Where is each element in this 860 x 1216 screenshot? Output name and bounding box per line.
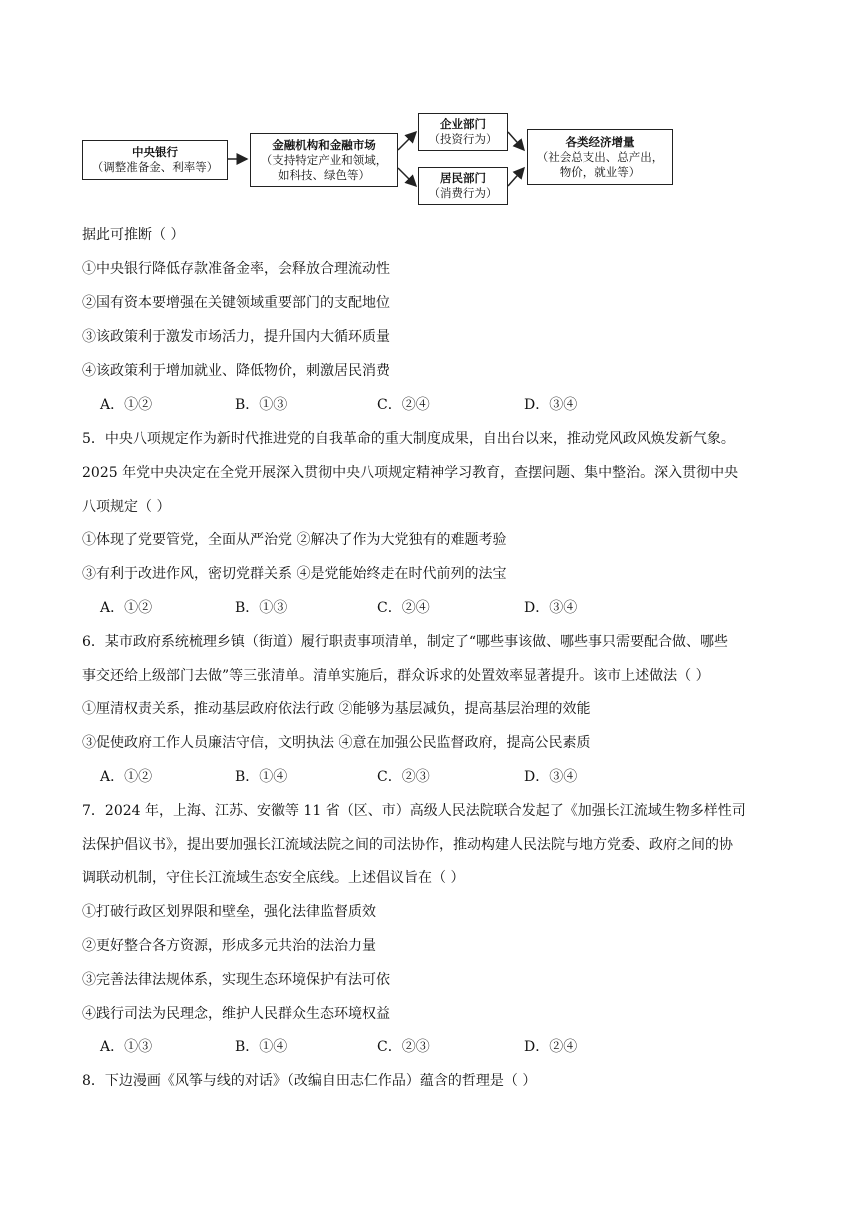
q6-option-c[interactable]: C．②③: [377, 769, 430, 785]
q7-item-4: ④践行司法为民理念，维护人民群众生态环境权益: [82, 1006, 390, 1022]
q5-option-d[interactable]: D．③④: [524, 600, 578, 616]
central-bank-box: [82, 140, 228, 180]
q4-item-1: ①中央银行降低存款准备金率，会释放合理流动性: [82, 261, 390, 277]
q5-items-row-2: ③有利于改进作风，密切党群关系 ④是党能始终走在时代前列的法宝: [82, 566, 507, 582]
q7-option-a[interactable]: A．①③: [100, 1039, 153, 1055]
q5-line-1: 5．中央八项规定作为新时代推进党的自我革命的重大制度成果，自出台以来，推动党风政风焕发新气象。: [82, 431, 735, 447]
arrow-financial-to-resident: [398, 168, 416, 186]
q6-option-d[interactable]: D．③④: [524, 769, 578, 785]
economy-title: 各类经济增量: [565, 134, 635, 149]
q6-items-row-2: ③促使政府工作人员廉洁守信，文明执法 ④意在加强公民监督政府，提高公民素质: [82, 735, 591, 751]
q7-item-2: ②更好整合各方资源，形成多元共治的法治力量: [82, 938, 376, 954]
q5-option-c[interactable]: C．②④: [377, 600, 430, 616]
q7-option-c[interactable]: C．②③: [377, 1039, 430, 1055]
q7-item-1: ①打破行政区划界限和壁垒，强化法律监督质效: [82, 904, 376, 920]
q4-option-b[interactable]: B．①③: [235, 397, 288, 413]
q5-items-row-1: ①体现了党要管党，全面从严治党 ②解决了作为大党独有的难题考验: [82, 532, 507, 548]
economy-line1: （社会总支出、总产出，: [536, 149, 664, 164]
q7-item-3: ③完善法律法规体系，实现生态环境保护有法可依: [82, 972, 390, 988]
policy-transmission-diagram: [0, 0, 860, 215]
q6-line-1: 6．某市政府系统梳理乡镇（街道）履行职责事项清单，制定了“哪些事该做、哪些事只需要配合做、哪些: [82, 634, 729, 650]
q4-item-4: ④该政策利于增加就业、降低物价，刺激居民消费: [82, 363, 390, 379]
q4-item-2: ②国有资本要增强在关键领域重要部门的支配地位: [82, 295, 390, 311]
q6-option-a[interactable]: A．①②: [100, 769, 153, 785]
resident-sub: （消费行为）: [428, 186, 498, 200]
arrow-resident-to-economy: [508, 168, 524, 186]
arrow-enterprise-to-economy: [508, 132, 524, 150]
financial-box: [250, 133, 398, 187]
q5-option-a[interactable]: A．①②: [100, 600, 153, 616]
financial-line1: （支持特定产业和领域，: [260, 152, 388, 167]
q7-line-2: 法保护倡议书》，提出要加强长江流域法院之间的司法协作，推动构建人民法院与地方党委、政府之间的协: [82, 837, 733, 853]
resident-box: [418, 167, 508, 205]
enterprise-title: 企业部门: [440, 117, 486, 131]
q7-option-b[interactable]: B．①④: [235, 1039, 288, 1055]
q4-option-c[interactable]: C．②④: [377, 397, 430, 413]
economy-box: [527, 129, 673, 185]
economy-line2: 物价，就业等）: [559, 164, 641, 179]
q4-stem: 据此可推断（ ）: [82, 227, 185, 243]
q4-option-a[interactable]: A．①②: [100, 397, 153, 413]
q5-option-b[interactable]: B．①③: [235, 600, 288, 616]
central-bank-title: 中央银行: [132, 145, 178, 159]
q8-line-1: 8．下边漫画《风筝与线的对话》（改编自田志仁作品）蕴含的哲理是（ ）: [82, 1073, 537, 1089]
q7-line-3: 调联动机制，守住长江流域生态安全底线。上述倡议旨在（ ）: [82, 870, 465, 886]
q4-option-d[interactable]: D．③④: [524, 397, 578, 413]
q5-line-3: 八项规定（ ）: [82, 499, 171, 515]
enterprise-box: [418, 113, 508, 151]
q6-option-b[interactable]: B．①④: [235, 769, 288, 785]
q7-option-d[interactable]: D．②④: [524, 1039, 578, 1055]
resident-title: 居民部门: [440, 171, 486, 185]
financial-line2: 如科技、绿色等）: [278, 167, 370, 182]
q7-line-1: 7．2024 年，上海、江苏、安徽等 11 省（区、市）高级人民法院联合发起了《加强长江流域生物多样性司: [82, 803, 746, 819]
q4-item-3: ③该政策利于激发市场活力，提升国内大循环质量: [82, 329, 390, 345]
q5-line-2: 2025 年党中央决定在全党开展深入贯彻中央八项规定精神学习教育，查摆问题、集中整治。深入贯彻中央: [82, 465, 739, 481]
enterprise-sub: （投资行为）: [428, 132, 498, 146]
arrow-financial-to-enterprise: [398, 132, 416, 150]
q6-line-2: 事交还给上级部门去做”等三张清单。清单实施后，群众诉求的处置效率显著提升。该市上述做法（ ）: [82, 668, 710, 684]
financial-title: 金融机构和金融市场: [272, 137, 376, 152]
q6-items-row-1: ①厘清权责关系，推动基层政府依法行政 ②能够为基层减负，提高基层治理的效能: [82, 701, 591, 717]
central-bank-sub: （调整准备金、利率等）: [91, 160, 219, 174]
